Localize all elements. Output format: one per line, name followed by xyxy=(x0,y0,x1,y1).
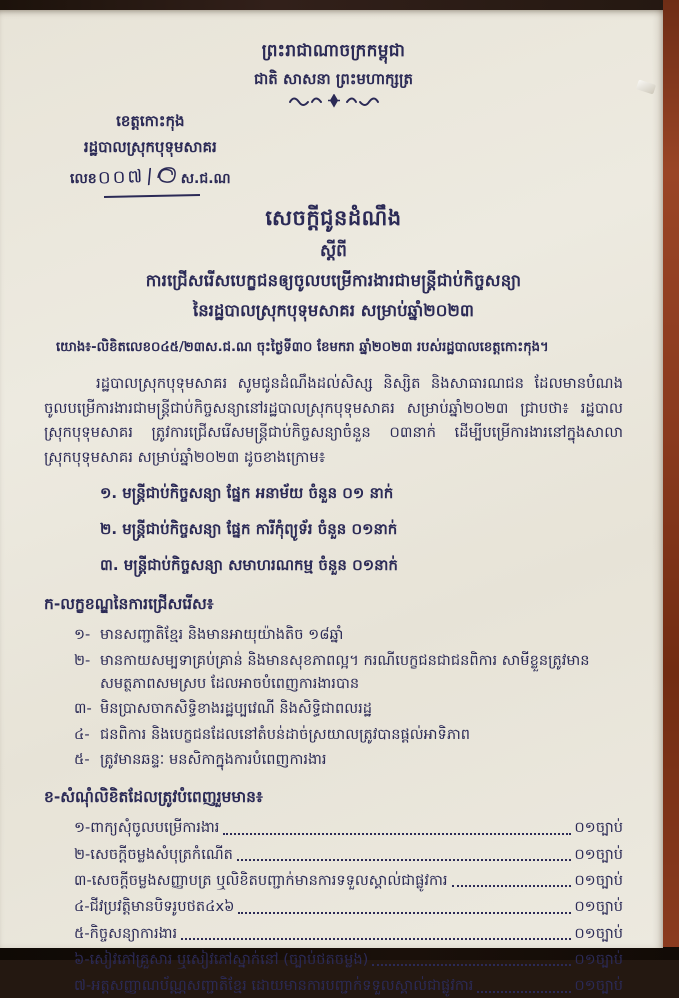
document-copies: ០១ច្បាប់ xyxy=(574,872,623,889)
title-subject-line2: នៃរដ្ឋបាលស្រុកបុទុមសាគរ សម្រាប់ឆ្នាំ២០២៣ xyxy=(192,301,475,320)
document-item xyxy=(74,843,623,866)
position-item: ២. មន្ត្រីជាប់កិច្ចសន្យា ផ្នែក ការីកុំព្យូទ័រ ចំនួន ០១នាក់ xyxy=(100,520,398,539)
condition-text: មានកាយសម្បទាគ្រប់គ្រាន់ និងមានសុខភាពល្អ។ ករណីបេក្ខជនជាជនពិការ សាមីខ្លួនត្រូវមាន សមត្ថភាពសមស្រប ដែលអាចបំពេញការងារបាន xyxy=(100,651,590,692)
number-underline xyxy=(104,194,200,198)
letterhead-block xyxy=(70,112,231,197)
dotted-leader xyxy=(237,859,571,861)
dotted-leader xyxy=(452,885,572,887)
photo-edge-top xyxy=(0,0,679,10)
condition-number: ៥- xyxy=(74,750,90,768)
condition-number: ២- xyxy=(74,651,91,669)
paper-crease xyxy=(636,79,656,94)
condition-number: ៤- xyxy=(74,725,90,743)
dotted-leader xyxy=(223,833,571,835)
document-copies: ០១ច្បាប់ xyxy=(574,977,623,995)
document-copies: ០១ច្បាប់ xyxy=(574,951,623,969)
body-paragraph: រដ្ឋបាលស្រុកបុទុមសាគរ សូមជូនដំណឹងដល់សិស្ស និស្សិត និងសាធារណជន ដែលមានបំណង ចូលបម្រើការងារជាមន្ត្រីជាប់កិច្ចសន្យានៅរដ្ឋបាលស្រុកបុទុមសាគរ សម្រាប់ឆ្នាំ២០២៣ ជ្រាបថា៖ រដ្ឋបាលស្រុកបុទុមសាគរ ត្រូវការជ្រើសរើសមន្ត្រីជាប់កិច្ចសន្យាចំនួន ០៣នាក់ ដើម្បីបម្រើការងារនៅក្នុងសាលាស្រុកបុទុមសាគរ សម្រាប់ឆ្នាំ២០២៣ ដូចខាងក្រោម៖ xyxy=(44,375,623,466)
district-administration-name: រដ្ឋបាលស្រុកបុទុមសាគរ xyxy=(83,138,217,156)
document-item xyxy=(74,974,623,997)
condition-text: ត្រូវមានឆន្ទៈ មនសិកាក្នុងការបំពេញការងារ xyxy=(100,750,327,768)
number-suffix: ស.ជ.ណ xyxy=(180,171,231,187)
condition-item xyxy=(74,748,623,771)
condition-item xyxy=(74,697,623,720)
position-item: ៣. មន្ត្រីជាប់កិច្ចសន្យា សមាហរណកម្ម ចំនួន ០១នាក់ xyxy=(100,556,398,575)
conditions-list xyxy=(74,623,623,771)
number-prefix: លេខ xyxy=(70,171,97,187)
photo-edge-wood-table xyxy=(663,0,679,960)
handwritten-scribble-icon xyxy=(154,165,178,187)
document-copies: ០១ច្បាប់ xyxy=(574,819,623,837)
document-label: ៣-សេចក្តីចម្លងសញ្ញាបត្រ ឬលិខិតបញ្ជាក់មានការទទួលស្គាល់ជាផ្លូវការ xyxy=(74,872,448,889)
kingdom-header: ព្រះរាជាណាចក្រកម្ពុជា xyxy=(261,41,406,61)
ornament-divider-icon xyxy=(44,94,623,108)
document-label: ២-សេចក្តីចម្លងសំបុត្រកំណើត xyxy=(74,845,233,863)
reference-line: យោង៖-លិខិតលេខ០៤៥/២៣ស.ជ.ណ ចុះថ្ងៃទី៣០ ខែមករា ឆ្នាំ២០២៣ របស់រដ្ឋបាលខេត្តកោះកុង។ xyxy=(56,340,549,355)
section-a-heading: ក-លក្ខខណ្ឌនៃការជ្រើសរើស៖ xyxy=(44,595,214,614)
position-item: ១. មន្ត្រីជាប់កិច្ចសន្យា ផ្នែក អនាម័យ ចំនួន ០១ នាក់ xyxy=(100,484,394,503)
condition-item xyxy=(74,723,623,746)
document-label: ១-ពាក្យសុំចូលបម្រើការងារ xyxy=(74,819,220,837)
title-subject-line1: ការជ្រើសរើសបេក្ខជនឲ្យចូលបម្រើការងារជាមន្ត្រីជាប់កិច្ចសន្យា xyxy=(145,271,522,290)
condition-text: មិនប្រាសចាកសិទ្ធិខាងរដ្ឋប្បវេណី និងសិទ្ធិជាពលរដ្ឋ xyxy=(100,700,373,718)
condition-item xyxy=(74,649,623,696)
document-number-line xyxy=(70,164,231,192)
document-label: ៧-អត្តសញ្ញាណប័ណ្ណសញ្ជាតិខ្មែរ ដោយមានការបញ្ជាក់ទទួលស្គាល់ជាផ្លូវការ xyxy=(74,977,474,995)
announcement-title: សេចក្តីជូនដំណឹង xyxy=(265,206,402,230)
document-copies: ០១ច្បាប់ xyxy=(574,845,623,863)
province-name: ខេត្តកោះកុង xyxy=(116,112,185,130)
document-item xyxy=(74,922,623,945)
document-item xyxy=(74,816,623,839)
document-page xyxy=(0,10,663,995)
section-b-heading: ខ-សំណុំលិខិតដែលត្រូវបំពេញរួមមាន៖ xyxy=(44,788,263,807)
condition-number: ១- xyxy=(74,626,91,644)
document-item xyxy=(74,869,623,892)
title-about: ស្តីពី xyxy=(320,241,347,261)
national-motto: ជាតិ សាសនា ព្រះមហាក្សត្រ xyxy=(254,70,413,88)
document-label: ៦-សៀវភៅគ្រួសារ ឬសៀវភៅស្នាក់នៅ (ច្បាប់ថតចម្លង) xyxy=(74,951,369,969)
condition-text: មានសញ្ជាតិខ្មែរ និងមានអាយុយ៉ាងតិច ១៨ឆ្នាំ xyxy=(100,626,344,644)
document-copies: ០១ច្បាប់ xyxy=(574,924,623,942)
dotted-leader xyxy=(181,938,571,940)
handwritten-number: ០០៧ xyxy=(97,166,145,189)
condition-item xyxy=(74,623,623,646)
dotted-leader xyxy=(238,912,571,914)
handwritten-slash: / xyxy=(143,163,156,189)
document-copies: ០១ច្បាប់ xyxy=(574,898,623,916)
document-label: ៥-កិច្ចសន្យាការងារ xyxy=(74,924,178,942)
required-documents-list xyxy=(74,816,623,997)
document-label: ៤-ជីវប្រវត្តិមានបិទរូបថត៤x៦ xyxy=(74,898,235,916)
document-item xyxy=(74,895,623,918)
position-list xyxy=(100,484,623,578)
dotted-leader xyxy=(477,991,571,993)
condition-number: ៣- xyxy=(74,700,92,718)
dotted-leader xyxy=(372,964,571,966)
condition-text: ជនពិការ និងបេក្ខជនដែលនៅតំបន់ដាច់ស្រយាលត្រូវបានផ្តល់អាទិភាព xyxy=(100,725,470,743)
